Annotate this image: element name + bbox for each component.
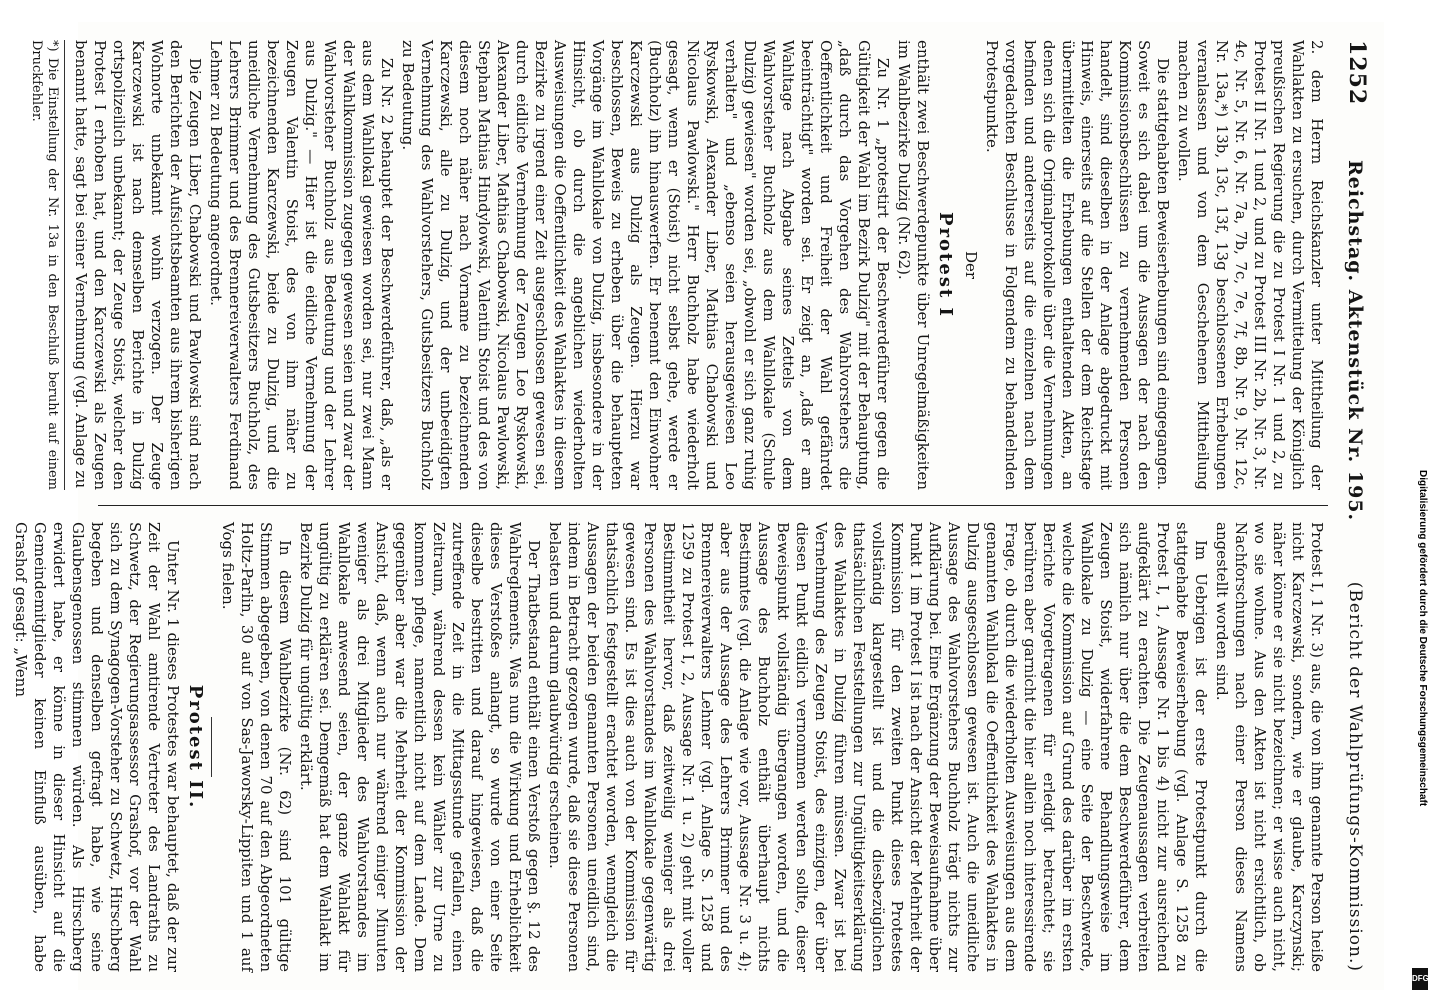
page-title: Reichstag. Aktenstück Nr. 195. xyxy=(1344,160,1366,522)
scanned-page xyxy=(12,22,1384,990)
section-heading-protest-1: Protest I xyxy=(935,212,956,318)
paragraph: Die stattgehabten Beweiserhebungen sind eingegangen. Soweit es sich dabei um die Aussagen der nach den Kommissionsbeschlüssen zu vernehmenden Personen handelt, sind dieselben in der Anlage abgedruckt mit Hinweis, einerseits auf die Stellen der dem Reichstage übermittelten die Erhebungen enthaltenden Akten, an denen sich die Originalprotokolle über die Vernehmungen befinden und andererseits auf die einzelnen nach dem vorgedachten Beschlusse in Folgendem zu behandelnden Protestpunkte. xyxy=(983,40,1172,490)
paragraph: Im Uebrigen ist der erste Protestpunkt durch die stattgehabte Beweiserhebung (vgl. Anlage S. 1258 zu Protest I, 1, Aussage Nr. 1 bis 4) nicht zur ausreichend aufgeklärt zu erachten. Die Zeugenaussagen verbreiten sich nämlich nur über die dem Beschwerdeführer, dem Zeugen Stoist, widerfahrene Behandlungsweise im Wahllokale zu Dulzig — eine Seite der Beschwerde, welche die Kommission auf Grund des darüber im ersten Berichte Vorgetragenen für erledigt betrachtet; sie berühren aber garnicht die hier allein noch interessirende Frage, ob durch die wiederholten Ausweisungen aus dem genannten Wahllokal die Oeffentlichkeit des Wahlaktes in Dulzig ausgeschlossen gewesen ist. Auch die uneidliche Aussage des Wahlvorstehers Buchholz trägt nichts zur Aufklärung bei. Eine Ergänzung der Beweisaufnahme über Punkt 1 im Protest I ist nach der Ansicht der Mehrheit der Kommission für den zweiten Punkt dieses Protestes vollständig klargestellt ist und die diesbezüglichen thatsächlichen Feststellungen zur Ungültigkeitserklärung des Wahlaktes in Dulzig führen müssen. Zwar ist bei Vernehmung des Zeugen Stoist, des einzigen, der über diesen Punkt eidlich vernommen werden sollte, dieser Beweispunkt vollständig übergangen worden, und die Aussage des Buchholz enthält überhaupt nichts Bestimmtes (vgl. die Anlage wie vor, Aussage Nr. 3 u. 4); aber aus der Aussage des Lehrers Brimmer und des Brennereiverwalters Lehmer (vgl. Anlage S. 1258 und 1259 zu Protest I, 2, Aussage Nr. 1 u. 2) geht mit voller Bestimmtheit hervor, daß zeitweilig weniger als drei Personen des Wahlvorstandes im Wahllokale gegenwärtig gewesen sind. Es ist dies auch von der Kommission für thatsächlich festgestellt erachtet worden, wenngleich die Aussagen der beiden genannten Personen uneidlich sind, indem in Betracht gezogen wurde, daß sie diese Personen belasten und darum glaubwürdig erscheinen. xyxy=(546,522,1210,972)
right-column xyxy=(12,522,1326,972)
paragraph: Der Thatbestand enthält einen Verstoß gegen §. 12 des Wahlreglements. Was nun die Wirkung und Erheblichkeit dieses Verstoßes anlangt, so wurde von einer Seite dieselbe bestritten und darauf hingewiesen, daß die zutreffende Zeit in die Mittagsstunde gefallen, einen Zeitraum, während dessen kein Wähler zur Urne zu kommen pflege, namentlich nicht auf dem Lande. Dem gegenüber aber war die Mehrheit der Kommission der Ansicht, daß, wenn auch nur während einiger Minuten weniger als drei Mitglieder des Wahlvorstandes im Wahllokale anwesend seien, der ganze Wahlakt für ungültig zu erklären sei. Demgemäß hat dem Wahlakt im Bezirke Dulzig für ungültig erklärt. xyxy=(297,522,543,972)
paragraph: Unter Nr. 1 dieses Protestes war behauptet, daß der zur Zeit der Wahl amtirende Vertreter des Landraths zu Schwetz, der Regierungsassessor Grashof, vor der Wahl sich zu dem Synagogen-Vorsteher zu Schwetz, Hirschberg begeben und denselben gefragt habe, wie seine Glaubensgenossen stimmen würden. Als Hirschberg erwidert habe, er könne in dieser Hinsicht auf die Gemeindemitglieder keinen Einfluß ausüben, habe Grashof gesagt: „Wenn xyxy=(12,522,182,972)
paragraph: enthält zwei Beschwerdepunkte über Unregelmäßigkeiten im Wahlbezirke Dulzig (Nr. 62). xyxy=(895,40,932,490)
paragraph: In diesem Wahlbezirke (Nr. 62) sind 101 gültige Stimmen abgegeben, von denen 70 auf den Abgeordneten Holtz-Parlin, 30 auf von Sas-Jaworsky-Lippiten und 1 auf Vogs fielen. xyxy=(219,522,294,972)
digitization-stamp xyxy=(1406,470,1434,990)
page-header xyxy=(1340,40,1370,972)
page-number: 1252 xyxy=(1344,40,1370,106)
separator-rule xyxy=(211,717,212,777)
digitization-credit: Digitalisierung gefördert durch die Deutsche Forschungsgemeinschaft xyxy=(1417,470,1428,807)
paragraph: Die Zeugen Liber, Chabowski und Pawlowski sind nach den Berichten der Aufsichtsbeamten aus ihrem bisherigen Wohnorte unbekannt wohin verzogen. Der Zeuge Karczewski ist nach demselben Berichte in Dulzig ortspolizeilich unbekannt; der Zeuge Stoist, welcher den Protest I erhoben hat, und den Karczewski als Zeugen benannt hatte, sagt bei seiner Vernehmung (vgl. Anlage zu xyxy=(72,40,204,490)
paragraph: Zu Nr. 1 „protestirt der Beschwerdeführer gegen die Gültigkeit der Wahl im Bezirk Dulzig" mit der Behauptung, „daß durch das Vorgehen des Wahlvorstehers die Oeffentlichkeit und Freiheit der Wahl gefährdet beeinträchtigt" worden sei. Er zeigt an, „daß er am Wahltage nach Abgabe seines Zettels von dem Wahlvorsteher Buchholz aus dem Wahllokale (Schule Dulzig) gewiesen" worden sei, „obwohl er sich ganz ruhig verhalten" und „ebenso seien herausgewiesen Leo Ryskowski, Alexander Liber, Mathias Chabowski und Nicolaus Pawlowski." Herr Buchholz habe wiederholt gesagt, wenn er (Stoist) nicht selbst gehe, werde er (Buchholz) ihn hinauswerfen. Er benennt den Einwohner Karczewski aus Dulzig als Zeugen. Hierzu war beschlossen, Beweis zu erheben über die behaupteten Vorgänge im Wahllokale von Dulzig, insbesondere in der Hinsicht, ob durch die angeblichen wiederholten Ausweisungen die Oeffentlichkeit des Wahlaktes in diesem Bezirke zu irgend einer Zeit ausgeschlossen gewesen sei, durch eidliche Vernehmung der Zeugen Leo Ryskowski, Alexander Liber, Mathias Chabowski, Nicolaus Pawlowski, Stephan Mathias Hindylowski, Valentin Stoist und des von diesem noch näher nach Vorname zu bezeichnenden Karczewski, alle zu Dulzig, und der unbeeidigten Vernehmung des Wahlvorstehers, Gutsbesitzers Buchholz zu Bedeutung. xyxy=(399,40,892,490)
paragraph: 2. dem Herrn Reichskanzler unter Mittheilung der Wahlakten zu ersuchen, durch Vermittelung der Königlich preußischen Regierung die zu Protest I Nr. 1 und 2, zu Protest II Nr. 1 und 2, und zu Protest III Nr. 2b, Nr. 3, Nr. 4c, Nr. 5, Nr. 6, Nr. 7a, 7b, 7c, 7e, 7f, 8b, Nr. 9, Nr. 12c, Nr. 13a,*) 13b, 13c, 13f, 13g beschlossenen Erhebungen veranlassen und von dem Geschehenen Mittheilung machen zu wollen. xyxy=(1175,40,1326,490)
column-divider xyxy=(98,505,1328,506)
left-column xyxy=(29,40,1326,490)
footnote: *) Die Einstellung der Nr. 13a in den Beschluß beruht auf einem Druckfehler. xyxy=(28,40,65,490)
paragraph: Zu Nr. 2 behauptet der Beschwerdeführer, daß, „als er aus dem Wahllokal gewiesen worden sei, nur zwei Mann der Wahlkommission zugegen gewesen seien und zwar der Wahlvorsteher Buchholz aus Bedeutung und der Lehrer aus Dulzig." — Hier ist die eidliche Vernehmung der Zeugen Valentin Stoist, des von ihm näher zu bezeichnenden Karczewski, beide zu Dulzig, und die uneidliche Vernehmung des Gutsbesitzers Buchholz, des Lehrers Brimmer und des Brennereiverwalters Ferdinand Lehmer zu Bedeutung angeordnet. xyxy=(207,40,396,490)
section-heading-protest-2: Protest II. xyxy=(185,684,206,810)
paragraph: Protest I, 1 Nr. 3) aus, die von ihm genannte Person heiße nicht Karczewski, sondern, wie er glaube, Karczynski; näher könne er sie nicht bezeichnen; er wisse auch nicht, wo sie wohne. Aus den Akten ist nicht ersichtlich, ob Nachforschungen nach einer Person dieses Namens angestellt worden sind. xyxy=(1213,522,1326,972)
page-content xyxy=(12,22,1384,990)
page-subtitle: (Bericht der Wahlprüfungs-Kommission.) xyxy=(1345,581,1365,972)
dfg-logo: DFG xyxy=(1412,968,1428,990)
section-lead: Der xyxy=(962,250,980,280)
